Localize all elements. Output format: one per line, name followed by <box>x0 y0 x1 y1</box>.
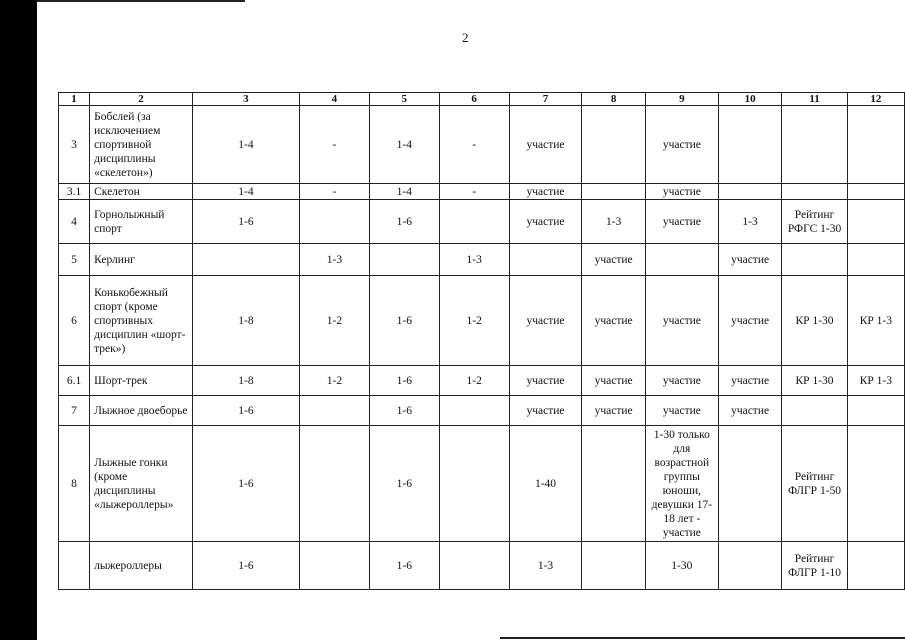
table-row <box>59 200 905 244</box>
table-cell <box>847 244 904 276</box>
table-cell <box>192 244 299 276</box>
table-cell: Рейтинг ФЛГР 1-50 <box>782 426 847 542</box>
table-row <box>59 244 905 276</box>
table-cell <box>782 184 847 200</box>
table-cell: участие <box>645 184 718 200</box>
table-cell <box>782 244 847 276</box>
table-cell: 1-3 <box>439 244 509 276</box>
table-cell <box>439 200 509 244</box>
table-cell <box>847 426 904 542</box>
table-cell <box>847 396 904 426</box>
column-header: 6 <box>439 93 509 106</box>
scan-edge-left <box>0 0 37 640</box>
sport-name: Лыжное двоеборье <box>90 396 193 426</box>
table-cell <box>299 542 369 590</box>
table-cell: 1-8 <box>192 366 299 396</box>
row-number: 4 <box>59 200 90 244</box>
table-cell: КР 1-3 <box>847 366 904 396</box>
column-header: 10 <box>718 93 781 106</box>
table-cell: 1-2 <box>299 276 369 366</box>
table-cell: участие <box>509 106 582 184</box>
table-cell <box>299 396 369 426</box>
table-cell <box>582 542 645 590</box>
sport-name: Керлинг <box>90 244 193 276</box>
table-cell: 1-3 <box>509 542 582 590</box>
table-row <box>59 542 905 590</box>
table-cell: 1-6 <box>369 396 439 426</box>
table-cell: КР 1-30 <box>782 276 847 366</box>
table-cell: участие <box>509 396 582 426</box>
table-cell <box>439 396 509 426</box>
table-cell <box>782 106 847 184</box>
table-cell: Рейтинг ФЛГР 1-10 <box>782 542 847 590</box>
table-cell: участие <box>582 366 645 396</box>
header-row <box>59 93 905 106</box>
table-cell <box>582 106 645 184</box>
table-row <box>59 184 905 200</box>
table-cell: участие <box>582 396 645 426</box>
table-cell: 1-2 <box>439 276 509 366</box>
table-cell: 1-2 <box>299 366 369 396</box>
table-cell: 1-6 <box>192 200 299 244</box>
table-row <box>59 426 905 542</box>
sport-name: Шорт-трек <box>90 366 193 396</box>
sport-name: Горнолыжный спорт <box>90 200 193 244</box>
table-cell: 1-6 <box>369 200 439 244</box>
table-cell <box>299 426 369 542</box>
row-number: 5 <box>59 244 90 276</box>
table-cell: участие <box>718 276 781 366</box>
table-cell <box>509 244 582 276</box>
table-cell: 1-3 <box>718 200 781 244</box>
column-header: 5 <box>369 93 439 106</box>
table-cell <box>439 426 509 542</box>
table-row <box>59 396 905 426</box>
table-cell: участие <box>509 200 582 244</box>
table-cell <box>718 184 781 200</box>
column-header: 3 <box>192 93 299 106</box>
table-cell: 1-6 <box>369 366 439 396</box>
sport-name: лыжероллеры <box>90 542 193 590</box>
table-cell <box>847 106 904 184</box>
row-number: 6 <box>59 276 90 366</box>
column-header: 4 <box>299 93 369 106</box>
sport-name: Лыжные гонки (кроме дисциплины «лыжероллеры» <box>90 426 193 542</box>
row-number <box>59 542 90 590</box>
table-cell: КР 1-3 <box>847 276 904 366</box>
sport-name: Конькобежный спорт (кроме спортивных дисциплин «шорт-трек») <box>90 276 193 366</box>
table-cell: 1-4 <box>192 184 299 200</box>
table-row <box>59 366 905 396</box>
table-cell: - <box>299 106 369 184</box>
table-cell: - <box>299 184 369 200</box>
table-cell: - <box>439 184 509 200</box>
table-cell: участие <box>582 276 645 366</box>
table-cell <box>718 426 781 542</box>
table-cell: 1-30 <box>645 542 718 590</box>
table-cell: участие <box>718 244 781 276</box>
table-cell: 1-2 <box>439 366 509 396</box>
table-cell: 1-40 <box>509 426 582 542</box>
table-cell <box>369 244 439 276</box>
table-cell: 1-6 <box>192 542 299 590</box>
table-row <box>59 106 905 184</box>
column-header: 7 <box>509 93 582 106</box>
table-cell <box>645 244 718 276</box>
table-cell: участие <box>509 366 582 396</box>
table-cell: 1-8 <box>192 276 299 366</box>
table-cell <box>718 106 781 184</box>
page-number: 2 <box>462 30 469 45</box>
table-cell: КР 1-30 <box>782 366 847 396</box>
row-number: 3.1 <box>59 184 90 200</box>
table-cell <box>847 542 904 590</box>
table-cell: 1-4 <box>369 106 439 184</box>
table-row <box>59 276 905 366</box>
table-cell: - <box>439 106 509 184</box>
table-cell: участие <box>718 396 781 426</box>
table-cell <box>847 200 904 244</box>
table-cell: 1-6 <box>192 396 299 426</box>
table-cell: 1-6 <box>369 426 439 542</box>
table-cell: 1-6 <box>369 276 439 366</box>
table-cell: участие <box>582 244 645 276</box>
table-cell: 1-6 <box>192 426 299 542</box>
row-number: 7 <box>59 396 90 426</box>
table-cell: 1-4 <box>369 184 439 200</box>
column-header: 9 <box>645 93 718 106</box>
table-cell: 1-30 только для возрастной группы юноши, девушки 17-18 лет - участие <box>645 426 718 542</box>
table-cell: 1-4 <box>192 106 299 184</box>
table-cell <box>299 200 369 244</box>
column-header: 12 <box>847 93 904 106</box>
sports-table <box>58 92 905 590</box>
table-cell: участие <box>645 106 718 184</box>
row-number: 6.1 <box>59 366 90 396</box>
column-header: 1 <box>59 93 90 106</box>
table-cell: 1-3 <box>299 244 369 276</box>
table-cell: участие <box>645 366 718 396</box>
table-cell <box>582 426 645 542</box>
column-header: 8 <box>582 93 645 106</box>
table-cell: участие <box>718 366 781 396</box>
table-cell <box>847 184 904 200</box>
table-cell: участие <box>509 276 582 366</box>
table-cell: 1-3 <box>582 200 645 244</box>
table-cell <box>582 184 645 200</box>
table-cell: участие <box>645 200 718 244</box>
table-cell: участие <box>645 396 718 426</box>
scan-line-bottom <box>500 637 905 639</box>
table-cell <box>439 542 509 590</box>
row-number: 3 <box>59 106 90 184</box>
sport-name: Скелетон <box>90 184 193 200</box>
column-header: 11 <box>782 93 847 106</box>
table-cell: Рейтинг РФГС 1-30 <box>782 200 847 244</box>
column-header: 2 <box>90 93 193 106</box>
table-cell: участие <box>645 276 718 366</box>
table-cell: 1-6 <box>369 542 439 590</box>
sport-name: Бобслей (за исключением спортивной дисциплины «скелетон») <box>90 106 193 184</box>
table-cell <box>782 396 847 426</box>
table-cell: участие <box>509 184 582 200</box>
row-number: 8 <box>59 426 90 542</box>
scan-line-top <box>37 0 245 2</box>
table-cell <box>718 542 781 590</box>
